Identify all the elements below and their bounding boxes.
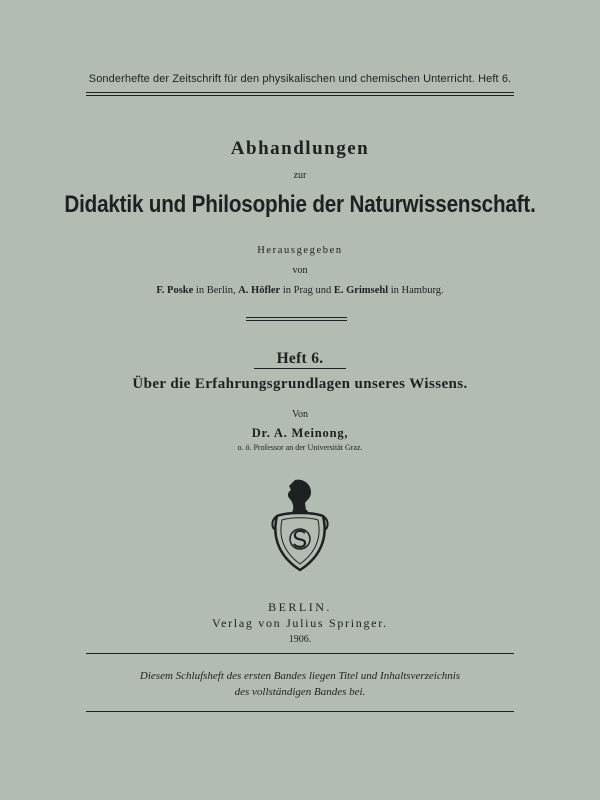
publisher-name: Verlag von Julius Springer. bbox=[212, 616, 388, 630]
notice-line: des vollständigen Bandes bei. bbox=[234, 686, 366, 698]
editor-name: F. Poske bbox=[156, 285, 194, 296]
issue-number: Heft 6. bbox=[276, 350, 324, 367]
main-title: Didaktik und Philosophie der Naturwissenschaft. bbox=[64, 191, 536, 218]
author-title: o. ö. Professor an der Universität Graz. bbox=[237, 443, 363, 452]
edited-by: von bbox=[292, 265, 308, 276]
editor-name: E. Grimsehl bbox=[333, 285, 389, 296]
publisher-emblem-icon bbox=[265, 476, 335, 574]
title-connector: zur bbox=[293, 170, 307, 181]
bottom-rule-bottom bbox=[86, 711, 514, 712]
issue-underline bbox=[254, 368, 346, 369]
middle-double-rule bbox=[246, 317, 347, 321]
editor-name: A. Höfler bbox=[238, 285, 281, 296]
author-name: Dr. A. Meinong, bbox=[251, 426, 349, 440]
top-double-rule bbox=[86, 92, 514, 96]
editor-place: in Prag und bbox=[282, 285, 332, 296]
bottom-rule-top bbox=[86, 653, 514, 654]
author-by: Von bbox=[292, 409, 308, 420]
edited-label: Herausgegeben bbox=[257, 245, 343, 256]
editor-place: in Berlin, bbox=[195, 285, 236, 296]
publication-year: 1906. bbox=[288, 634, 312, 645]
publisher-city: BERLIN. bbox=[268, 600, 332, 614]
title: Abhandlungen bbox=[230, 138, 370, 159]
subtitle: Über die Erfahrungsgrundlagen unseres Wissens. bbox=[132, 376, 468, 392]
notice-line: Diesem Schlufsheft des ersten Bandes liegen Titel und Inhaltsverzeichnis bbox=[139, 670, 461, 682]
notice bbox=[0, 668, 600, 700]
editor-place: in Hamburg. bbox=[390, 285, 444, 296]
editors-line bbox=[0, 285, 600, 296]
series-line: Sonderhefte der Zeitschrift für den physikalischen und chemischen Unterricht. Heft 6. bbox=[88, 73, 512, 85]
